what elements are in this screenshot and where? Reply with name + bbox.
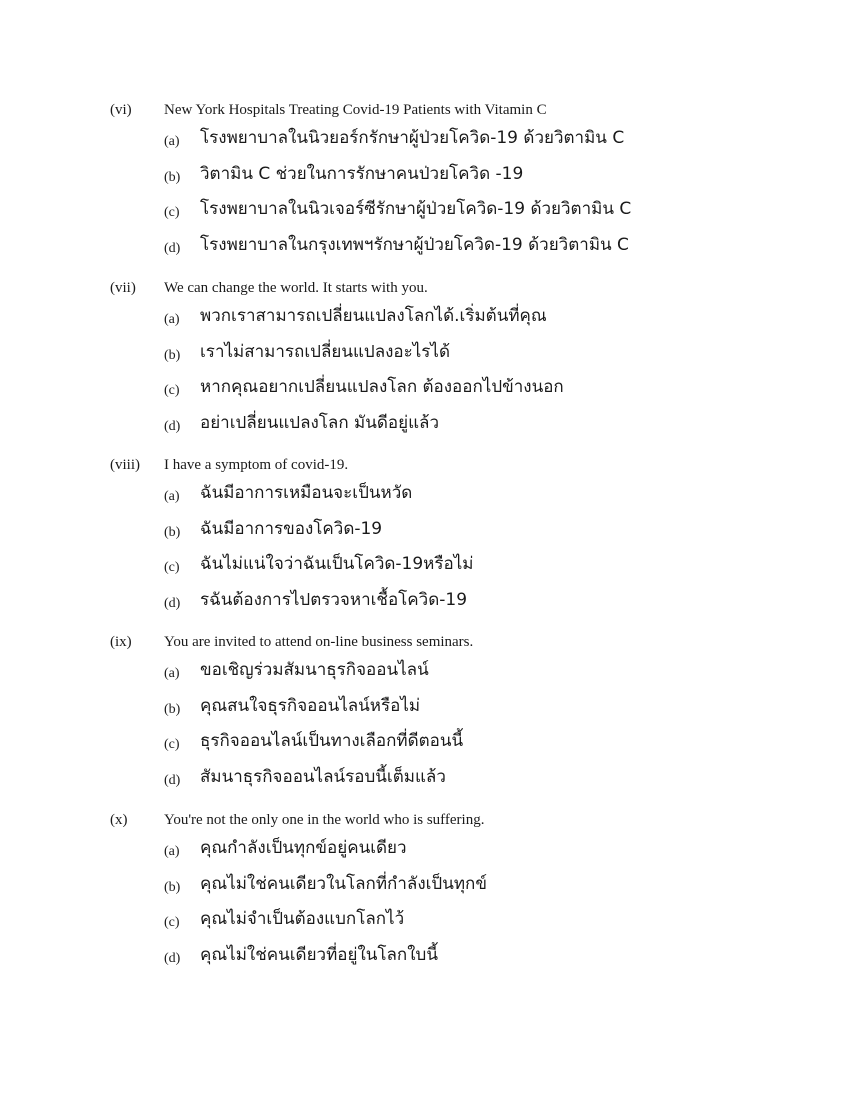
question-text: We can change the world. It starts with you.	[164, 280, 428, 296]
question-text: You are invited to attend on-line business seminars.	[164, 634, 474, 650]
option-b	[0, 159, 850, 195]
option-letter: (c)	[164, 737, 180, 752]
option-d	[0, 940, 850, 976]
option-a	[0, 301, 850, 337]
option-text: คุณสนใจธุรกิจออนไลน์หรือไม่	[200, 695, 421, 716]
option-letter: (c)	[164, 205, 180, 220]
option-letter: (d)	[164, 595, 181, 611]
option-text: ฉันไม่แน่ใจว่าฉันเป็นโควิด-19หรือไม่	[200, 554, 474, 574]
question-text: You're not the only one in the world who is suffering.	[164, 812, 485, 828]
option-d	[0, 585, 850, 621]
option-text: โรงพยาบาลในนิวยอร์กรักษาผู้ป่วยโควิด-19 ด้วยวิตามิน C	[200, 128, 625, 148]
option-text: พวกเราสามารถเปลี่ยนแปลงโลกได้.เริ่มต้นที่คุณ	[200, 306, 547, 326]
question-viii	[0, 454, 850, 620]
question-header	[0, 454, 850, 478]
option-c	[0, 726, 850, 762]
option-text: ขอเชิญร่วมสัมนาธุรกิจออนไลน์	[200, 660, 429, 680]
option-letter: (d)	[164, 418, 181, 434]
question-number: (viii)	[110, 457, 140, 473]
option-text: คุณไม่ใช่คนเดียวในโลกที่กำลังเป็นทุกข์	[200, 873, 487, 894]
question-number: (ix)	[110, 634, 132, 650]
option-text: หากคุณอยากเปลี่ยนแปลงโลก ต้องออกไปข้างนอก	[200, 377, 564, 397]
option-c	[0, 904, 850, 940]
option-letter: (a)	[164, 134, 180, 149]
option-b	[0, 337, 850, 373]
option-text: คุณไม่จำเป็นต้องแบกโลกไว้	[200, 909, 405, 929]
option-b	[0, 514, 850, 550]
option-text: ฉันมีอาการเหมือนจะเป็นหวัด	[200, 483, 413, 503]
option-b	[0, 691, 850, 727]
option-letter: (a)	[164, 844, 180, 859]
option-letter: (c)	[164, 915, 180, 930]
option-a	[0, 655, 850, 691]
question-number: (x)	[110, 812, 128, 828]
question-header	[0, 99, 850, 123]
question-number: (vii)	[110, 280, 136, 296]
option-text: วิตามิน C ช่วยในการรักษาคนป่วยโควิด -19	[200, 163, 524, 184]
option-letter: (d)	[164, 772, 181, 788]
question-ix	[0, 631, 850, 797]
option-c	[0, 194, 850, 230]
question-header	[0, 631, 850, 655]
question-vii	[0, 277, 850, 443]
question-header	[0, 809, 850, 833]
option-text: คุณไม่ใช่คนเดียวที่อยู่ในโลกใบนี้	[200, 944, 438, 965]
option-text: ธุรกิจออนไลน์เป็นทางเลือกที่ดีตอนนี้	[200, 731, 464, 751]
question-x	[0, 809, 850, 975]
option-letter: (a)	[164, 666, 180, 681]
option-letter: (b)	[164, 701, 181, 717]
option-letter: (a)	[164, 312, 180, 327]
option-letter: (d)	[164, 240, 181, 256]
option-d	[0, 408, 850, 444]
option-b	[0, 869, 850, 905]
option-text: โรงพยาบาลในนิวเจอร์ซีรักษาผู้ป่วยโควิด-19 ด้วยวิตามิน C	[200, 199, 632, 219]
question-text: New York Hospitals Treating Covid-19 Patients with Vitamin C	[164, 102, 547, 118]
option-letter: (b)	[164, 169, 181, 185]
option-d	[0, 762, 850, 798]
option-c	[0, 372, 850, 408]
question-header	[0, 277, 850, 301]
option-letter: (a)	[164, 489, 180, 504]
option-letter: (c)	[164, 383, 180, 398]
option-a	[0, 478, 850, 514]
option-letter: (b)	[164, 879, 181, 895]
question-number: (vi)	[110, 102, 132, 118]
option-a	[0, 123, 850, 159]
option-letter: (b)	[164, 347, 181, 363]
option-text: สัมนาธุรกิจออนไลน์รอบนี้เต็มแล้ว	[200, 766, 446, 787]
option-text: รฉันต้องการไปตรวจหาเชื้อโควิด-19	[200, 589, 468, 610]
question-text: I have a symptom of covid-19.	[164, 457, 349, 473]
option-text: ฉันมีอาการของโควิด-19	[200, 518, 383, 539]
option-text: คุณกำลังเป็นทุกข์อยู่คนเดียว	[200, 838, 407, 858]
option-c	[0, 549, 850, 585]
option-text: โรงพยาบาลในกรุงเทพฯรักษาผู้ป่วยโควิด-19 ด้วยวิตามิน C	[200, 234, 629, 255]
option-a	[0, 833, 850, 869]
option-d	[0, 230, 850, 266]
option-letter: (d)	[164, 950, 181, 966]
option-letter: (c)	[164, 560, 180, 575]
option-text: อย่าเปลี่ยนแปลงโลก มันดีอยู่แล้ว	[200, 412, 439, 433]
question-vi	[0, 99, 850, 265]
option-text: เราไม่สามารถเปลี่ยนแปลงอะไรได้	[200, 341, 451, 362]
option-letter: (b)	[164, 524, 181, 540]
